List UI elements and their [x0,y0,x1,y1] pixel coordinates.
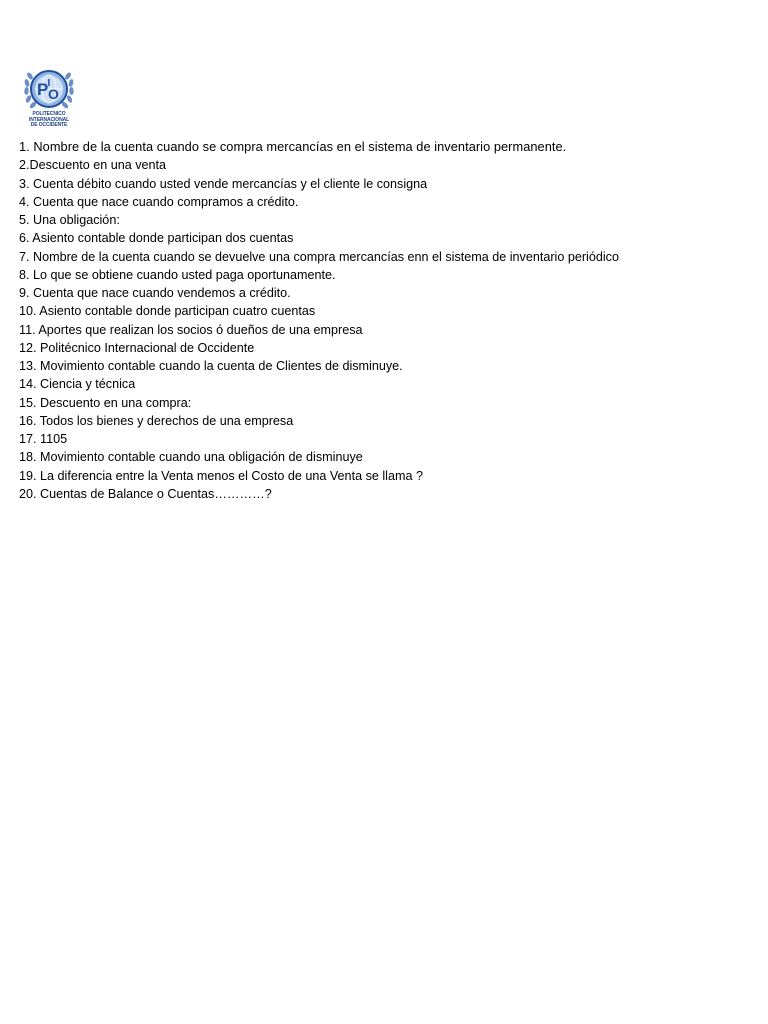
question-item: 14. Ciencia y técnica [19,377,136,392]
question-item: 20. Cuentas de Balance o Cuentas…………? [19,486,272,501]
svg-text:O: O [48,86,59,102]
question-item: 11. Aportes que realizan los socios ó dueños de una empresa [19,322,363,337]
question-item: 19. La diferencia entre la Venta menos el Costo de una Venta se llama ? [19,468,423,483]
svg-text:I: I [47,78,51,89]
logo-wordmark [19,112,79,129]
question-item: 15. Descuento en una compra: [19,395,192,410]
logo-line-1: POLITECNICO [32,111,66,117]
question-item: 9. Cuenta que nace cuando vendemos a crédito. [19,286,291,300]
svg-text:P: P [37,80,49,99]
question-item: 4. Cuenta que nace cuando compramos a crédito. [19,194,299,209]
pio-emblem-icon [19,64,79,114]
logo-line-3: DE OCCIDENTE [30,122,68,128]
question-item: 1. Nombre de la cuenta cuando se compra mercancías en el sistema de inventario permanente. [19,139,567,154]
question-item: 8. Lo que se obtiene cuando usted paga oportunamente. [19,267,336,282]
logo-line-2: INTERNACIONAL [28,116,70,123]
question-item: 5. Una obligación: [19,213,120,227]
question-item: 7. Nombre de la cuenta cuando se devuelve una compra mercancías enn el sistema de inventario periódico [19,249,619,264]
question-item: 12. Politécnico Internacional de Occidente [19,340,255,355]
question-item: 10. Asiento contable donde participan cuatro cuentas [19,304,316,319]
question-item: 16. Todos los bienes y derechos de una empresa [19,413,294,428]
question-item: 18. Movimiento contable cuando una obligación de disminuye [19,450,363,465]
institution-logo [19,64,79,134]
question-item: 17. 1105 [19,432,68,446]
question-item: 2.Descuento en una venta [19,158,167,173]
question-item: 6. Asiento contable donde participan dos cuentas [19,231,294,246]
question-item: 3. Cuenta débito cuando usted vende mercancías y el cliente le consigna [19,176,428,191]
question-item: 13. Movimiento contable cuando la cuenta de Clientes de disminuye. [19,359,403,373]
question-list [19,138,759,503]
